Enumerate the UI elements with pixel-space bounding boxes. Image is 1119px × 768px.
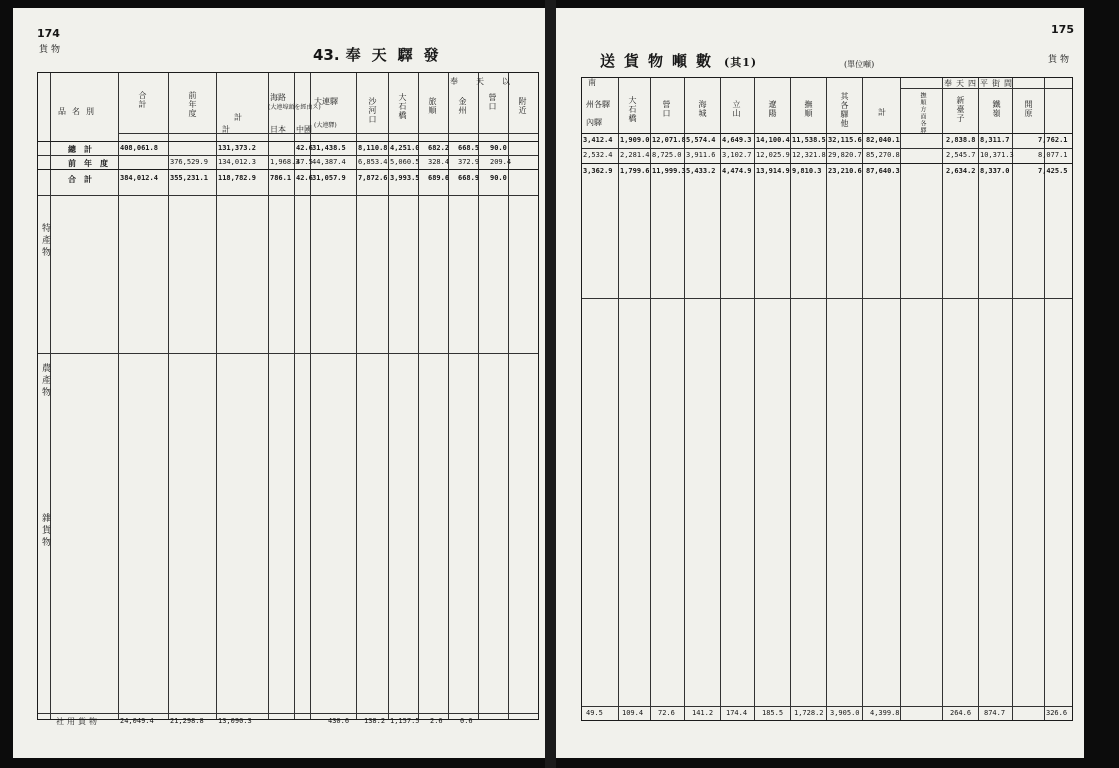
summary-cell: 668.9 [458,174,480,182]
footer-cell: 72.6 [658,709,675,717]
footer-cell: 264.6 [950,709,972,717]
summary-cell: 4,649.3 [722,136,752,144]
summary-cell: 14,100.4 [756,136,790,144]
summary-cell: 328.4 [428,158,450,166]
footer-cell: 430.6 [328,717,350,725]
summary-cell: 11,538.5 [792,136,826,144]
summary-cell: 682.2 [428,144,450,152]
col-header: 營口 [662,100,671,118]
summary-cell: 2,634.2 [946,167,976,175]
group-label: 農產物 [40,363,50,399]
section-number: 43. [313,46,340,64]
col-header: 遼陽 [768,100,777,118]
sea-route-header: 海路 [270,93,286,102]
col-header: 鐵嶺 [992,100,1001,118]
summary-cell: 3,362.9 [583,167,613,175]
total-header: 合計 [138,91,147,109]
footer-cell: 109.4 [622,709,644,717]
summary-cell: 3,911.6 [686,151,716,159]
vicinity-header: 附近 [518,97,527,115]
summary-cell: 8,311.7 [980,136,1010,144]
summary-cell: 3,993.5 [390,174,420,182]
col-header: 大石橋 [628,96,637,123]
summary-cell: 29,820.7 [828,151,862,159]
page-number: 174 [37,27,60,40]
summary-cell: 1,968.3 [270,158,300,166]
summary-cell: 90.0 [490,174,507,182]
summary-cell: 8,337.0 [980,167,1010,175]
sea-total-header: 計 [222,125,230,134]
subtotal-label: 合計 [68,174,100,184]
previous-year-header: 前年度 [188,91,197,118]
summary-cell: 13,914.9 [756,167,790,175]
summary-cell: 2,838.8 [946,136,976,144]
yingkou-header: 營口 [488,93,497,111]
dalian-header: 大連驛 [314,97,338,106]
footer-cell: 1,157.5 [390,717,420,725]
running-head: 貨物 [39,45,64,55]
china-header: 中國 [296,125,312,134]
summary-cell: 8,110.8 [358,144,388,152]
summary-cell: 42.6 [296,144,313,152]
footer-cell: 13,090.3 [218,717,252,725]
col-header: 開原 [1024,100,1033,118]
region-label: 南 [588,78,596,87]
running-head: 貨物 [1047,55,1072,65]
summary-cell: 11,999.3 [652,167,686,175]
section-title: 43. 奉天驛發 [313,46,450,64]
statistics-table [581,77,1073,721]
col-header: 海城 [698,100,707,118]
section-title: 送貨物噸數 (其1) [600,52,758,70]
footer-cell: 2.6 [430,717,443,725]
summary-cell: 12,025.9 [756,151,790,159]
summary-cell: 2,545.7 [946,151,976,159]
summary-cell: 408,061.8 [120,144,158,152]
footer-cell: 49.5 [586,709,603,717]
footer-cell: 1,728.2 [794,709,824,717]
summary-cell: 32,115.6 [828,136,862,144]
summary-cell: 3,412.4 [583,136,613,144]
summary-cell: 3,102.7 [722,151,752,159]
subtotal-header: 計 [234,113,242,122]
summary-cell: 87,640.3 [866,167,900,175]
summary-cell: 118,782.9 [218,174,256,182]
footer-label: 社用貨物 [56,717,100,726]
summary-cell: 355,231.1 [170,174,208,182]
summary-cell: 7,762.1 [1038,136,1068,144]
summary-cell: 23,210.6 [828,167,862,175]
footer-cell: 174.4 [726,709,748,717]
summary-cell: 42.6 [296,174,313,182]
lushun-header: 旅順 [428,97,437,115]
summary-cell: 44,387.4 [312,158,346,166]
footer-cell: 24,049.4 [120,717,154,725]
summary-cell: 82,040.1 [866,136,900,144]
summary-cell: 209.4 [490,158,512,166]
footer-cell: 3,905.0 [830,709,860,717]
summary-cell: 384,012.4 [120,174,158,182]
summary-cell: 5,574.4 [686,136,716,144]
col-header: 撫順方面各驛 [919,92,926,134]
summary-cell: 4,251.0 [390,144,420,152]
col-header: 州各驛 [586,100,610,109]
summary-cell: 786.1 [270,174,292,182]
summary-cell: 12,071.8 [652,136,686,144]
summary-cell: 85,270.8 [866,151,900,159]
dalian-note: (大連驛) [314,122,337,129]
xiangtun-header: 沙河口 [368,97,377,124]
summary-cell: 372.9 [458,158,480,166]
footer-cell: 326.6 [1046,709,1068,717]
sea-route-subheader: (大連埠頭を經由ス) [268,104,321,111]
part-label: (其1) [724,56,758,69]
col-header: 撫順 [804,100,813,118]
summary-cell: 6,853.4 [358,158,388,166]
summary-cell: 31,057.9 [312,174,346,182]
grand-total-label: 總計 [68,144,100,154]
book-spine [545,0,556,768]
summary-cell: 689.6 [428,174,450,182]
footer-cell: 185.5 [762,709,784,717]
summary-cell: 47.5 [296,158,313,166]
region-label: 奉天以 [450,77,528,86]
footer-cell: 141.2 [692,709,714,717]
unit-label: (單位噸) [844,60,875,69]
summary-cell: 376,529.9 [170,158,208,166]
group-label: 特產物 [40,223,50,259]
col-header: 新臺子 [956,96,965,123]
summary-cell: 8,077.1 [1038,151,1068,159]
col-header: 其各驛他 [840,92,849,128]
summary-cell: 9,810.3 [792,167,822,175]
summary-cell: 2,532.4 [583,151,613,159]
item-name-header: 品名別 [58,107,100,116]
summary-cell: 31,438.5 [312,144,346,152]
summary-cell: 90.0 [490,144,507,152]
summary-cell: 5,060.5 [390,158,420,166]
region-label: 奉天四平街間 [944,79,1016,88]
footer-cell: 0.6 [460,717,473,725]
footer-cell: 138.2 [364,717,386,725]
japan-header: 日本 [270,125,286,134]
summary-cell: 7,872.6 [358,174,388,182]
footer-cell: 21,298.8 [170,717,204,725]
previous-year-label: 前年度 [68,158,116,168]
statistics-table [37,72,539,726]
page-number: 175 [1051,23,1074,36]
col-header: 計 [878,108,886,117]
summary-cell: 8,725.0 [652,151,682,159]
col-subheader: 內驛 [586,118,602,127]
jinzhou-header: 金州 [458,97,467,115]
summary-cell: 2,281.4 [620,151,650,159]
summary-cell: 7,425.5 [1038,167,1068,175]
summary-cell: 131,373.2 [218,144,256,152]
left-page [13,8,545,758]
summary-cell: 12,321.8 [792,151,826,159]
summary-cell: 668.5 [458,144,480,152]
dashiqiao-header: 大石橋 [398,93,407,120]
footer-cell: 4,399.8 [870,709,900,717]
right-page [556,8,1084,758]
col-header: 立山 [732,100,741,118]
summary-cell: 134,012.3 [218,158,256,166]
summary-cell: 5,433.2 [686,167,716,175]
summary-cell: 1,909.0 [620,136,650,144]
summary-cell: 10,371.3 [980,151,1014,159]
group-label: 雜貨物 [40,513,50,549]
summary-cell: 1,799.6 [620,167,650,175]
footer-cell: 874.7 [984,709,1006,717]
summary-cell: 4,474.9 [722,167,752,175]
